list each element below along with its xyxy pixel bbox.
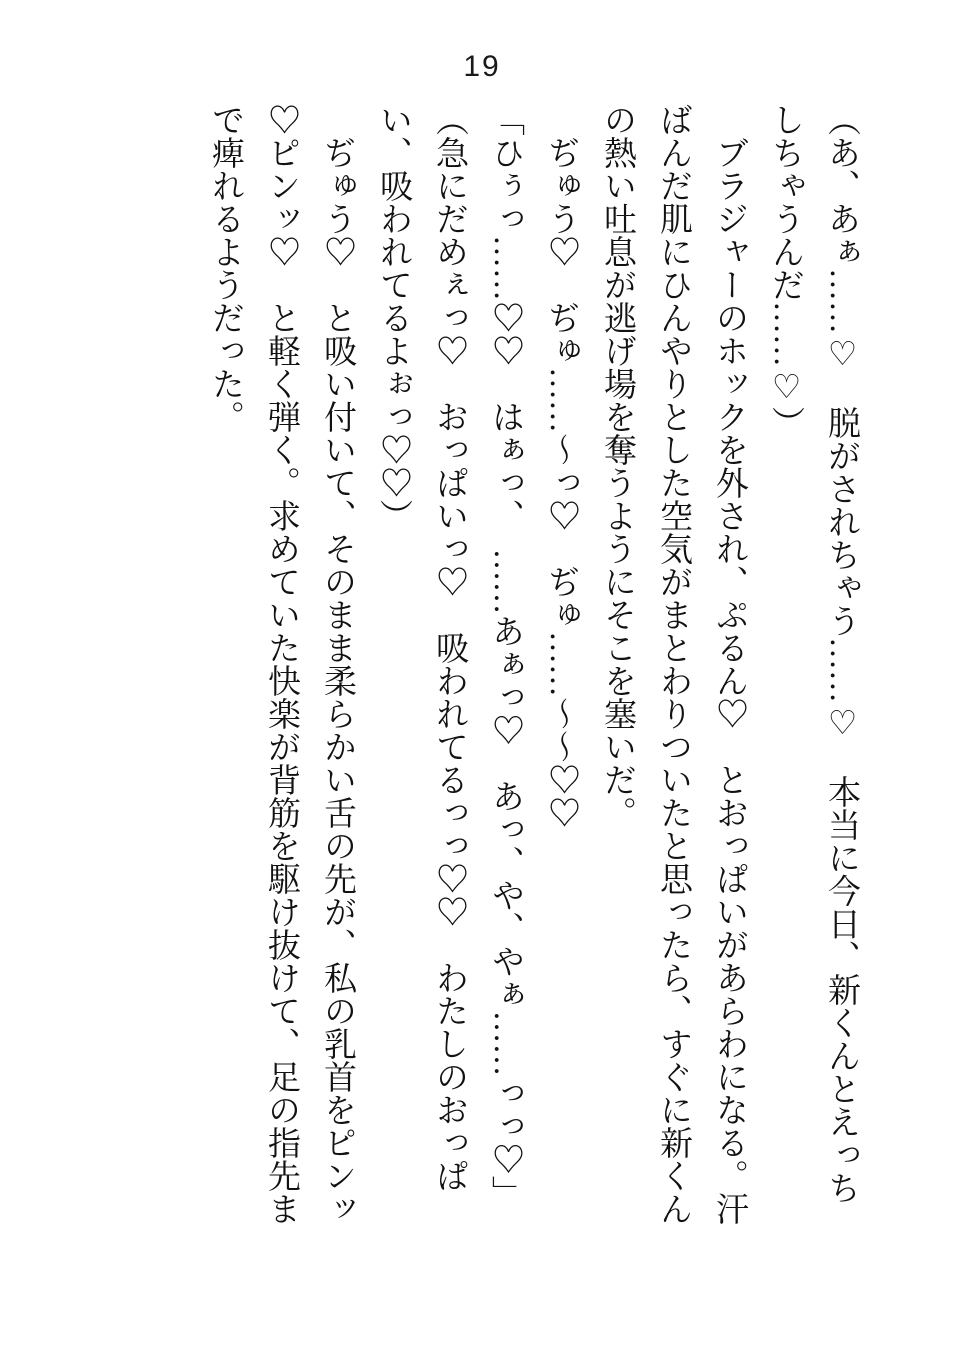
page-number: 19: [463, 50, 501, 83]
paragraph-thought-1: （あ、あぁ……♡ 脱がされちゃう……♡ 本当に今日、新くんとえっちしちゃうんだ……♡）: [767, 103, 859, 1204]
paragraph-narration-1: ブラジャーのホックを外され、ぷるん♡ とおっぱいがあらわになる。汗ばんだ肌にひんやりとした空気がまとわりついたと思ったら、すぐに新くんの熱い吐息が逃げ場を奪うようにそこを塞いだ。: [599, 103, 747, 1225]
paragraph-dialogue-1: 「ひぅっ……♡♡ はぁっ、 ……あぁっ♡ あっ、や、やぁ……っっ♡」: [487, 103, 523, 1209]
paragraph-thought-2: （急にだめぇっ♡ おっぱいっ♡ 吸われてるっっ♡♡ わたしのおっぱい、吸われてるよぉっ♡♡）: [375, 103, 467, 1192]
paragraph-narration-2: ぢゅう♡ と吸い付いて、そのまま柔らかい舌の先が、私の乳首をピンッ♡ピンッ♡ と軽く弾く。求めていた快楽が背筋を駆け抜けて、足の指先まで痺れるようだった。: [207, 103, 355, 1225]
vertical-text-block: [197, 103, 869, 1227]
paragraph-sfx-1: ぢゅう♡ ぢゅ……〜っ♡ ぢゅ……〜〜♡♡: [543, 136, 579, 829]
